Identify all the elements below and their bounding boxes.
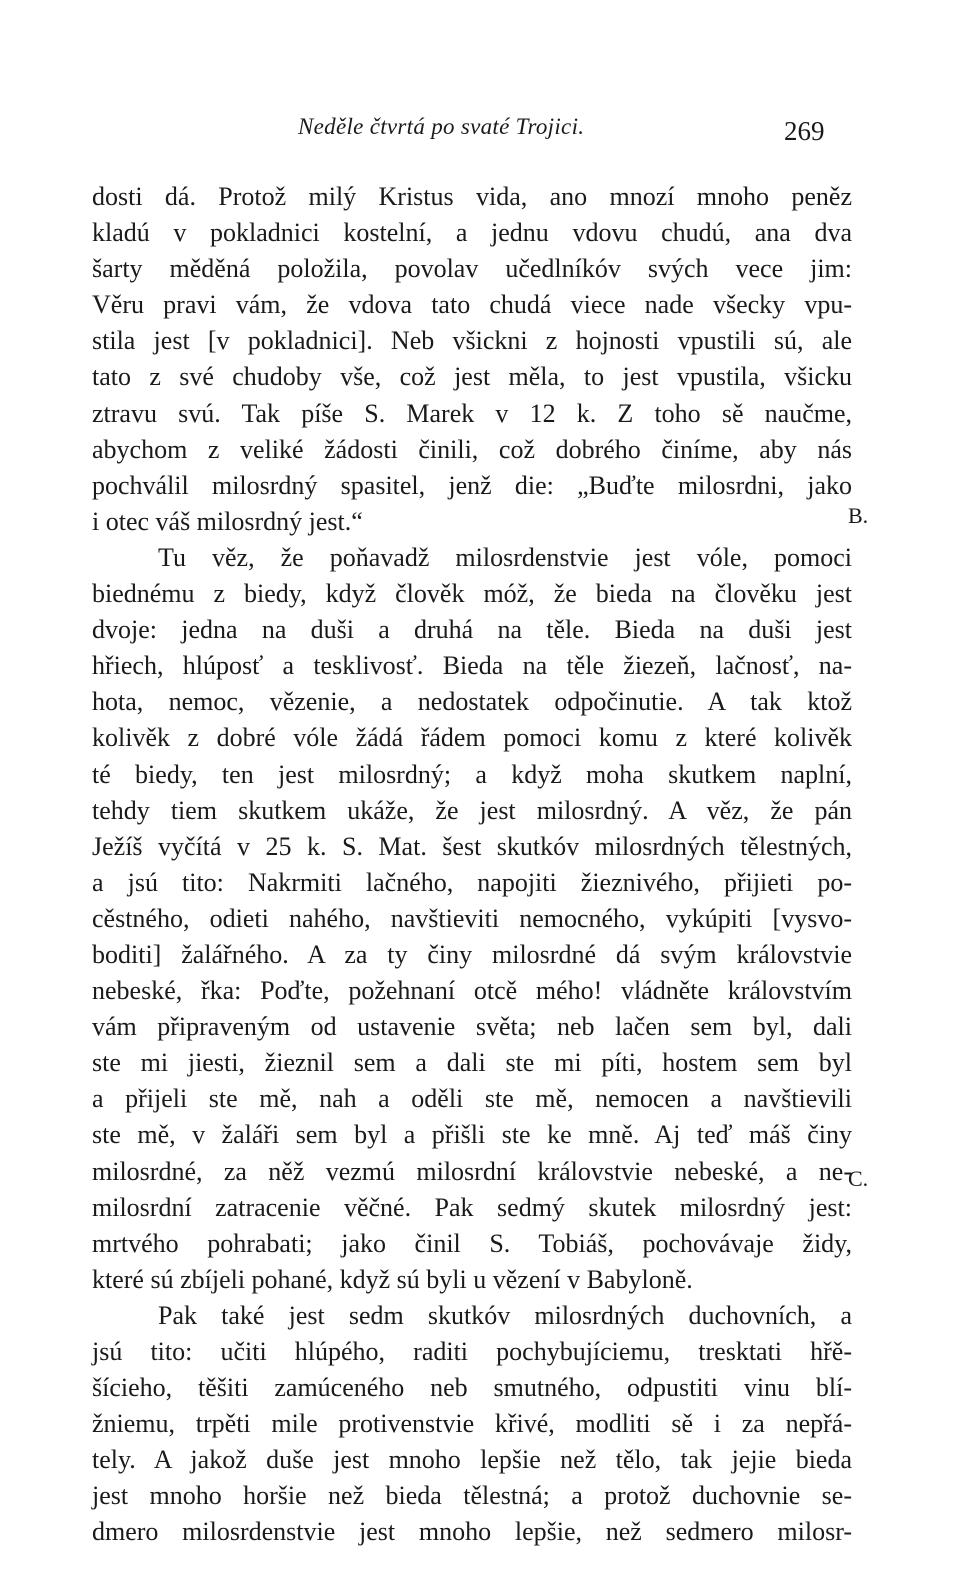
text-line: dvoje: jedna na duši a druhá na těle. Bieda na duši jest — [92, 615, 852, 645]
text-line: ste mě, v žaláři sem byl a přišli ste ke mně. Aj teď máš činy — [92, 1120, 852, 1150]
text-line: a přijeli ste mě, nah a oděli ste mě, nemocen a navštievili — [92, 1084, 852, 1114]
text-line: té biedy, ten jest milosrdný; a když moha skutkem naplní, — [92, 759, 852, 789]
text-line: milosrdní zatracenie věčné. Pak sedmý skutek milosrdný jest: — [92, 1192, 852, 1222]
text-line: milosrdné, za něž vezmú milosrdní královstvie nebeské, a ne- — [92, 1156, 852, 1186]
text-line: pochválil milosrdný spasitel, jenž die: „Buďte milosrdni, jako — [92, 470, 852, 500]
text-line: i otec váš milosrdný jest.“ — [92, 506, 363, 536]
text-line: boditi] žalářného. A za ty činy milosrdné dá svým královstvie — [92, 939, 852, 969]
body-text — [92, 179, 852, 1551]
text-line: jsú tito: učiti hlúpého, raditi pochybujíciemu, tresktati hřě- — [92, 1337, 852, 1366]
text-line: mrtvého pohrabati; jako činil S. Tobiáš, pochovávaje židy, — [92, 1228, 852, 1258]
text-line: které sú zbíjeli pohané, když sú byli u vězení v Babyloně. — [92, 1264, 693, 1294]
page-number: 269 — [784, 116, 825, 146]
running-head — [0, 112, 960, 152]
text-line: stila jest [v pokladnici]. Neb všickni z hojnosti vpustili sú, ale — [92, 326, 852, 356]
margin-note-c: C. — [848, 1166, 869, 1191]
text-line: hřiech, hlúposť a tesklivosť. Bieda na těle žiezeň, lačnosť, na- — [92, 651, 852, 681]
text-line: vám připraveným od ustavenie světa; neb lačen sem byl, dali — [92, 1012, 852, 1042]
text-line: tehdy tiem skutkem ukáže, že jest milosrdný. A věz, že pán — [92, 795, 852, 825]
text-line: jest mnoho horšie než bieda tělestná; a protož duchovnie se- — [92, 1481, 852, 1511]
text-line: šícieho, těšiti zamúceného neb smutného, odpustiti vinu blí- — [92, 1373, 852, 1403]
text-line: kladú v pokladnici kostelní, a jednu vdovu chudú, ana dva — [92, 218, 852, 248]
text-line: cěstného, odieti nahého, navštieviti nemocného, vykúpiti [vysvo- — [92, 903, 852, 933]
text-line: tely. A jakož duše jest mnoho lepšie než tělo, tak jejie bieda — [92, 1445, 852, 1475]
text-line: žniemu, trpěti mile protivenstvie křivé, modliti sě i za nepřá- — [92, 1409, 852, 1439]
text-line: abychom z veliké žádosti činili, což dobrého činíme, aby nás — [92, 434, 852, 464]
text-line: ztravu svú. Tak píše S. Marek v 12 k. Z toho sě naučme, — [92, 398, 852, 428]
text-line: Ježíš vyčítá v 25 k. S. Mat. šest skutkóv milosrdných tělestných, — [92, 831, 852, 861]
margin-note-b: B. — [848, 503, 869, 528]
text-line: Pak také jest sedm skutkóv milosrdných duchovních, a — [158, 1300, 852, 1330]
text-line: Tu věz, že poňavadž milosrdenstvie jest vóle, pomoci — [158, 542, 852, 572]
text-line: dmero milosrdenstvie jest mnoho lepšie, než sedmero milosr- — [92, 1517, 852, 1547]
text-line: Věru pravi vám, že vdova tato chudá viece nade všecky vpu- — [92, 290, 852, 320]
running-title: Neděle čtvrtá po svaté Trojici. — [298, 114, 585, 139]
text-line: kolivěk z dobré vóle žádá řádem pomoci komu z které kolivěk — [92, 723, 852, 753]
text-line: ste mi jiesti, žieznil sem a dali ste mi píti, hostem sem byl — [92, 1048, 852, 1078]
text-line: tato z své chudoby vše, což jest měla, to jest vpustila, všicku — [92, 362, 852, 392]
text-line: a jsú tito: Nakrmiti lačného, napojiti žieznivého, přijieti po- — [92, 867, 852, 897]
text-line: biednému z biedy, když člověk móž, že bieda na člověku jest — [92, 579, 852, 609]
text-line: hota, nemoc, vězenie, a nedostatek odpočinutie. A tak ktož — [92, 687, 852, 717]
text-line: dosti dá. Protož milý Kristus vida, ano mnozí mnoho peněz — [92, 182, 852, 211]
text-line: nebeské, řka: Poďte, požehnaní otcě mého! vládněte královstvím — [92, 976, 852, 1006]
text-line: šarty měděná položila, povolav učedlníkóv svých vece jim: — [92, 254, 852, 284]
